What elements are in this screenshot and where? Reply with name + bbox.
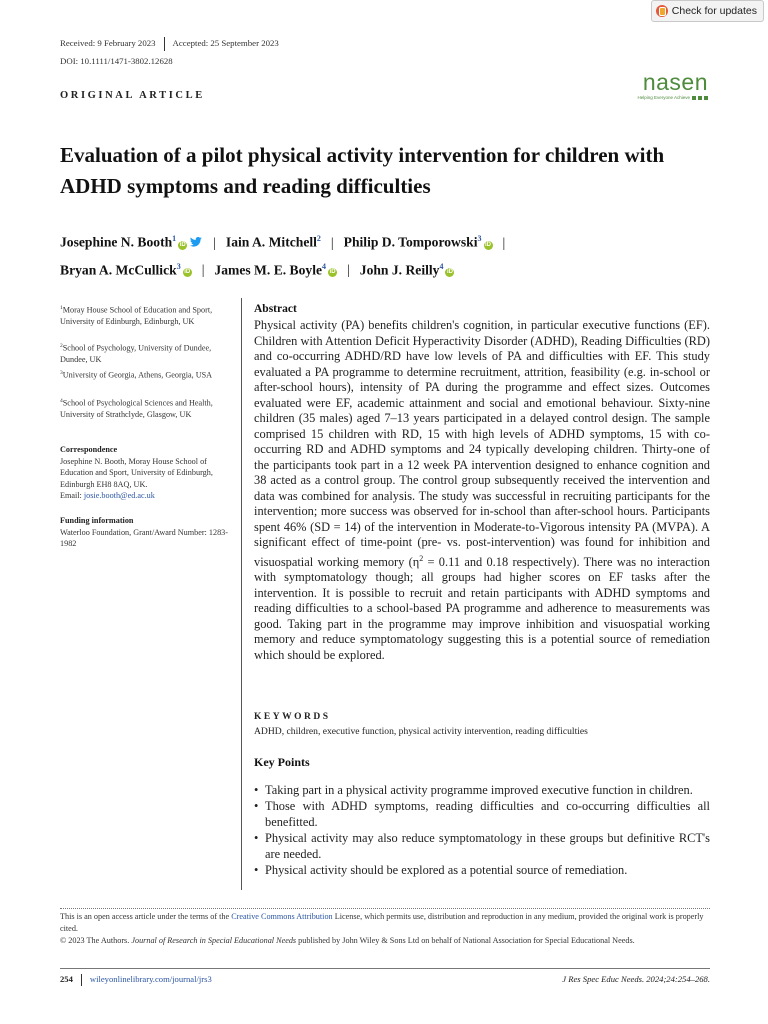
accepted-date: Accepted: 25 September 2023 <box>172 38 279 49</box>
author-separator: | <box>502 234 506 250</box>
funding <box>60 515 238 550</box>
abstract-text-part: Physical activity (PA) benefits children's cognition, in particular executive functions (EF). Children with Attention Deficit Hyperactivity Disorder (ADHD), Reading Difficulties (RD) and co-occurring ADHD/RD have low levels of PA and difficulties with EF. This study evaluated a PA programme to determine recruitment, attrition, feasibility (e.g. in-school or after-school hours), intensity of PA during the programme and effect sizes. Outcomes evaluated were EF, academic attainment and social and emotional behaviour. Sixty-nine children (35 males) aged 7–13 years participated in a delayed control design. The sample comprised 15 children with RD, 15 with high levels of ADHD symptoms, 15 with co-occurring RD and ADHD symptoms and 24 typically developing children. Thirty-one of the participants took part in a 12 week PA intervention designed to enhance cognition and 38 acted as a control group. The control group subsequently received the intervention and data was combined for analysis. The study was successful in recruiting participants for the intervention; more success was observed for in-school than after-school hours. Participants spent 46% (SD = 14) of the intervention in Moderate-to-Vigorous intensity PA (MVPA). A significant effect of time-point (pre- vs. post-intervention) was found for inhibition and visuospatial working memory (η <box>254 318 710 569</box>
column-divider <box>241 298 242 890</box>
key-points-heading: Key Points <box>254 755 310 769</box>
affiliation-4 <box>60 396 238 421</box>
author-affiliation-marker[interactable]: 3 <box>477 234 482 243</box>
author-affiliation-marker[interactable]: 2 <box>316 234 321 243</box>
logo-square-icon <box>704 96 708 100</box>
author-separator: | <box>347 262 350 278</box>
check-for-updates-button[interactable] <box>651 0 764 22</box>
orcid-icon[interactable]: iD <box>329 269 336 276</box>
author-name[interactable]: Iain A. Mitchell <box>225 234 317 250</box>
author-list <box>60 227 720 282</box>
correspondence <box>60 444 238 502</box>
affiliation-marker: 4 <box>60 398 63 404</box>
check-for-updates-label: Check for updates <box>671 5 757 17</box>
correspondence-email-line <box>60 490 238 502</box>
orcid-icon[interactable]: iD <box>184 269 191 276</box>
copyright-text: © 2023 The Authors. <box>60 936 132 945</box>
author-separator: | <box>330 234 334 250</box>
journal-name: Journal of Research in Special Educational Needs <box>131 936 297 945</box>
author-affiliation-marker[interactable]: 3 <box>176 261 181 271</box>
funding-heading: Funding information <box>60 516 134 525</box>
citation: J Res Spec Educ Needs. 2024;24:254–268. <box>562 974 710 984</box>
article-title: Evaluation of a pilot physical activity intervention for children with ADHD symptoms and reading difficulties <box>60 143 665 198</box>
keywords-text: ADHD, children, executive function, physical activity intervention, reading difficulties <box>254 726 588 737</box>
update-badge-icon <box>656 5 668 17</box>
logo-square-icon <box>692 96 696 100</box>
copyright-note <box>60 935 710 947</box>
affiliation-text: Moray House School of Education and Sport, University of Edinburgh, Edinburgh, UK <box>60 305 213 327</box>
logo-square-icon <box>698 96 702 100</box>
affiliation-marker: 1 <box>60 305 63 311</box>
funding-text: Waterloo Foundation, Grant/Award Number: 1283-1982 <box>60 527 228 548</box>
dates-line <box>60 37 279 51</box>
twitter-icon[interactable] <box>189 237 203 247</box>
keywords-heading: KEYWORDS <box>254 712 331 722</box>
received-date: Received: 9 February 2023 <box>60 38 156 49</box>
email-label: Email: <box>60 491 84 500</box>
email-link[interactable]: josie.booth@ed.ac.uk <box>83 491 155 500</box>
abstract-heading: Abstract <box>254 303 297 315</box>
abstract-text-part: = 0.11 and 0.18 respectively). There was no interaction with symptomatology though; all groups had higher scores on EF tasks after the intervention. It is possible to recruit and retain participants with ADHD symptoms and reading difficulties to a school-based PA programme and adherence to measurements was good. Taking part in the programme may improve inhibition and visuospatial working memory and reduce symptomatology suggesting this is a potential source of remediation which should be explored. <box>254 554 710 662</box>
author-line-1 <box>60 227 720 255</box>
author-affiliation-marker[interactable]: 1 <box>172 234 177 243</box>
abstract-text <box>254 318 710 663</box>
logo-tagline <box>637 95 708 100</box>
orcid-icon[interactable]: iD <box>179 241 186 248</box>
key-point: • Physical activity should be explored as a potential source of remediation. <box>254 862 710 878</box>
author-name[interactable]: Philip D. Tomporowski <box>343 234 478 250</box>
correspondence-heading: Correspondence <box>60 445 118 454</box>
correspondence-text: Josephine N. Booth, Moray House School of Education and Sport, University of Edinburgh, Edinburgh EH8 8AQ, UK. <box>60 456 213 489</box>
author-line-2 <box>60 255 720 283</box>
affiliation-marker: 3 <box>60 370 63 376</box>
article-type: ORIGINAL ARTICLE <box>60 90 205 101</box>
author-affiliation-marker[interactable]: 4 <box>322 261 327 271</box>
license-note <box>60 911 710 934</box>
footer-divider <box>60 968 710 969</box>
logo-tagline-text: Helping Everyone Achieve <box>637 95 690 100</box>
author-affiliation-marker[interactable]: 4 <box>439 261 444 271</box>
author-separator: | <box>201 262 205 278</box>
author-separator: | <box>213 234 216 250</box>
copyright-text: published by John Wiley & Sons Ltd on behalf of National Association for Special Educational Needs. <box>296 936 635 945</box>
eta-superscript: 2 <box>419 553 424 563</box>
affiliation-1 <box>60 303 238 328</box>
nasen-logo <box>637 70 708 100</box>
author-name[interactable]: Bryan A. McCullick <box>60 262 177 278</box>
journal-url[interactable]: wileyonlinelibrary.com/journal/jrs3 <box>89 974 212 984</box>
affiliation-text: University of Georgia, Athens, Georgia, USA <box>62 370 213 380</box>
doi[interactable]: DOI: 10.1111/1471-3802.12628 <box>60 56 173 66</box>
affiliation-text: School of Psychology, University of Dundee, Dundee, UK <box>60 343 212 365</box>
affiliation-marker: 2 <box>60 343 63 349</box>
page-number: 254 <box>60 974 73 984</box>
orcid-icon[interactable]: iD <box>446 269 453 276</box>
meta-divider <box>164 37 165 51</box>
key-point: • Taking part in a physical activity programme improved executive function in children. <box>254 782 710 798</box>
key-point: • Those with ADHD symptoms, reading difficulties and co-occurring difficulties all benefitted. <box>254 798 710 830</box>
footer-bar <box>81 974 82 986</box>
license-text: License, which permits use, distribution and reproduction in any medium, provided the original work is properly cited. <box>60 912 704 933</box>
orcid-icon[interactable]: iD <box>485 241 492 248</box>
affiliation-2 <box>60 341 238 366</box>
license-text: This is an open access article under the terms of the <box>60 912 232 921</box>
license-link[interactable]: Creative Commons Attribution <box>231 912 333 921</box>
footer-left <box>60 974 212 986</box>
key-point: • Physical activity may also reduce symptomatology in these groups but definitive RCT's are needed. <box>254 830 710 862</box>
author-name[interactable]: John J. Reilly <box>359 262 440 278</box>
footnote-divider <box>60 908 710 909</box>
author-name[interactable]: Josephine N. Booth <box>60 234 173 250</box>
logo-wordmark: nasen <box>642 69 708 95</box>
affiliation-text: School of Psychological Sciences and Health, University of Strathclyde, Glasgow, UK <box>60 398 213 420</box>
affiliation-3 <box>60 368 238 381</box>
key-points-list <box>254 782 710 878</box>
author-name[interactable]: James M. E. Boyle <box>214 262 323 278</box>
